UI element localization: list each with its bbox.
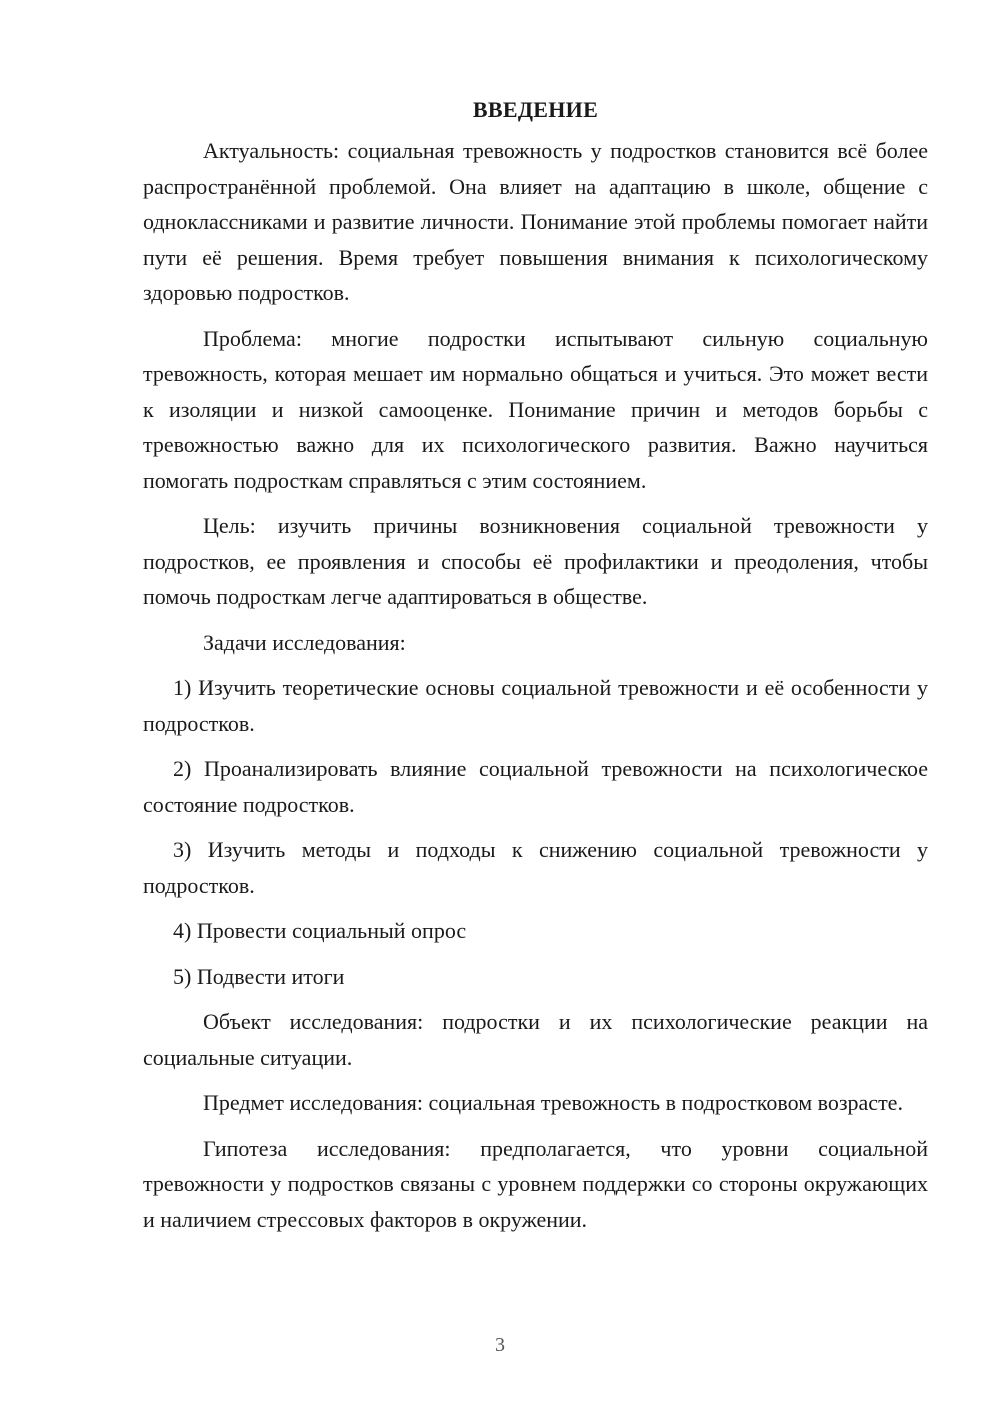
task-item-3: 3) Изучить методы и подходы к снижению социальной тревожности у подростков.: [143, 837, 928, 898]
paragraph-relevance: Актуальность: социальная тревожность у подростков становится всё более распространённой проблемой. Она влияет на адаптацию в школе, общение с одноклассниками и развитие личности. Понимание этой проблемы помогает найти пути её решения. Время требует повышения внимания к психологическому здоровью подростков.: [143, 138, 928, 305]
paragraph-object: Объект исследования: подростки и их психологические реакции на социальные ситуации.: [143, 1009, 928, 1070]
paragraph-subject: Предмет исследования: социальная тревожность в подростковом возрасте.: [203, 1090, 903, 1115]
document-body: [143, 92, 928, 1247]
paragraph-goal: Цель: изучить причины возникновения социальной тревожности у подростков, ее проявления и способы её профилактики и преодоления, чтобы помочь подросткам легче адаптироваться в обществе.: [143, 513, 928, 609]
task-item-2: 2) Проанализировать влияние социальной тревожности на психологическое состояние подростков.: [143, 756, 928, 817]
paragraph-hypothesis: Гипотеза исследования: предполагается, что уровни социальной тревожности у подростков связаны с уровнем поддержки со стороны окружающих и наличием стрессовых факторов в окружении.: [143, 1135, 928, 1232]
section-title: ВВЕДЕНИЕ: [472, 97, 599, 122]
tasks-heading: Задачи исследования:: [203, 629, 406, 655]
task-item-5: 5) Подвести итоги: [173, 963, 345, 989]
page-number: 3: [495, 1334, 505, 1356]
paragraph-problem: Проблема: многие подростки испытывают сильную социальную тревожность, которая мешает им нормально общаться и учиться. Это может вести к изоляции и низкой самооценке. Понимание причин и методов борьбы с тревожностью важно для их психологического развития. Важно научиться помогать подросткам справляться с этим состоянием.: [143, 325, 928, 493]
task-item-4: 4) Провести социальный опрос: [173, 918, 467, 943]
task-item-1: 1) Изучить теоретические основы социальной тревожности и её особенности у подростков.: [143, 675, 928, 736]
